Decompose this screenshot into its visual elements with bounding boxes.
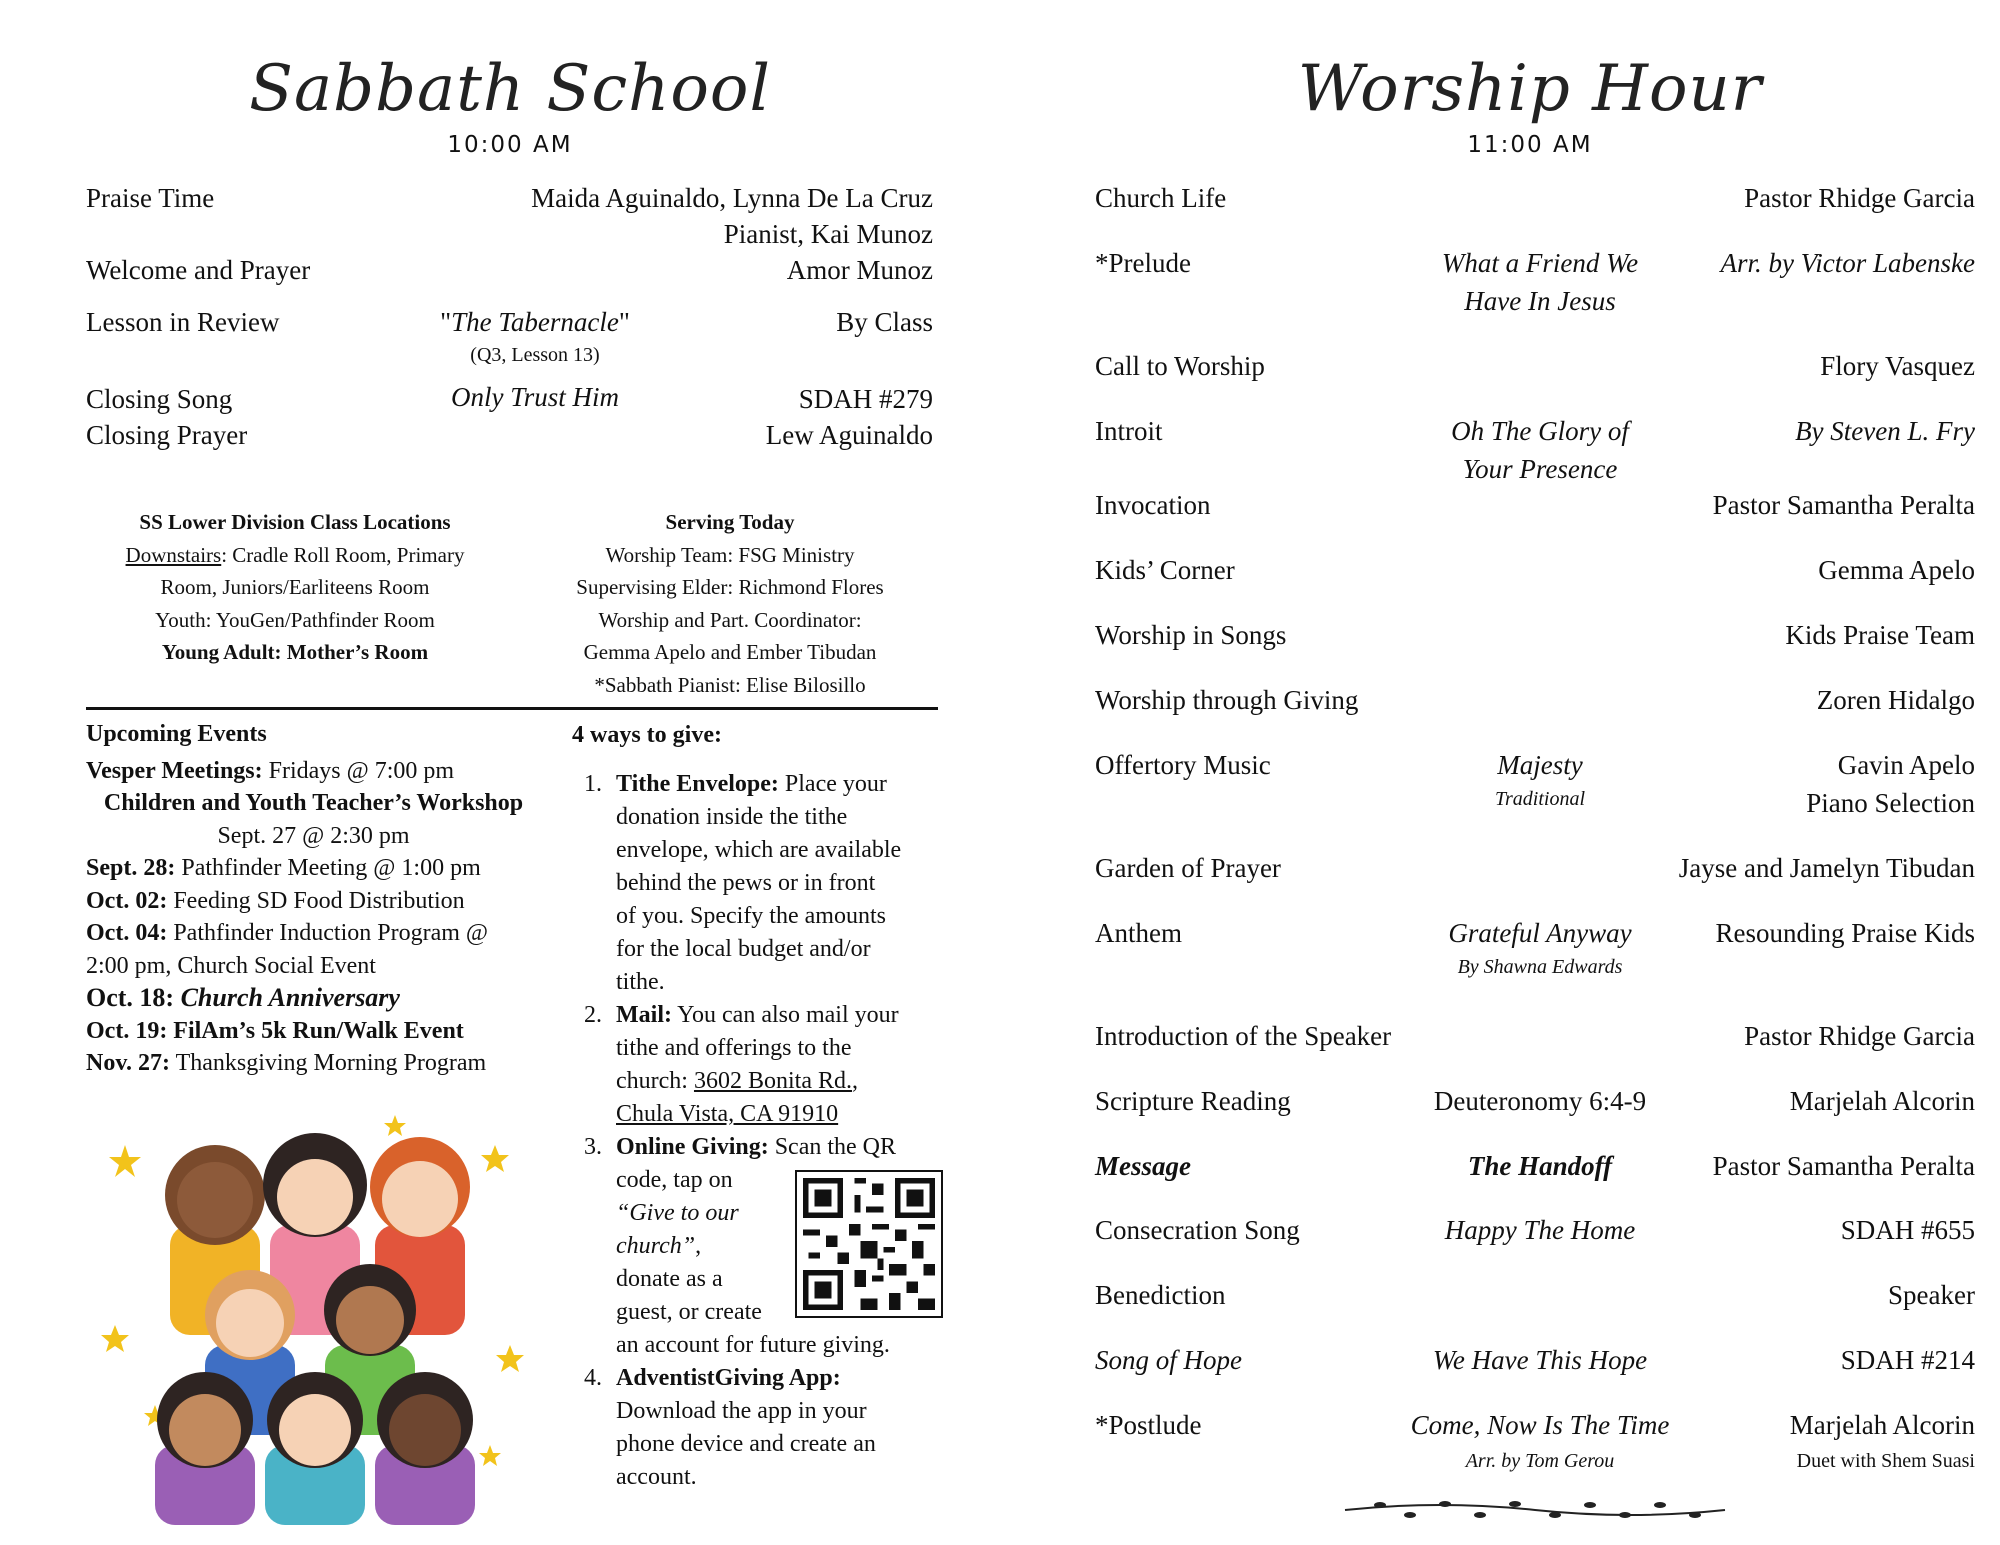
class-locations-line2: Room, Juniors/Earliteens Room [160,575,430,599]
welcome-label: Welcome and Prayer [86,255,311,285]
serving-today-heading: Serving Today [665,510,795,534]
worship-part: Worship in Songs [1095,620,1287,650]
worship-part: Offertory Music [1095,750,1271,780]
worship-person: Pastor Rhidge Garcia [1744,1021,1975,1051]
event-oct18: Oct. 18: Church Anniversary [86,983,400,1012]
upcoming-heading: Upcoming Events [86,721,267,747]
closing-prayer-label: Closing Prayer [86,420,248,450]
worship-title-cont: Your Presence [1462,454,1618,484]
event-sep28: Sept. 28: Pathfinder Meeting @ 1:00 pm [86,855,481,881]
worship-part: *Postlude [1095,1410,1202,1440]
worship-part: Invocation [1095,490,1211,520]
lesson-label: Lesson in Review [86,307,280,337]
worship-title: What a Friend We [1441,248,1639,278]
worship-title-sub: Arr. by Tom Gerou [1465,1450,1615,1472]
giving-item-app: 4. AdventistGiving App: Download the app in your phone device and create an account. [584,1365,876,1490]
worship-person: SDAH #214 [1840,1345,1975,1375]
class-locations-line1: Downstairs: Cradle Roll Room, Primary [125,542,465,567]
sabbath-school-title: Sabbath School [249,52,771,126]
worship-person: Marjelah Alcorin [1789,1410,1975,1440]
lesson-sub: (Q3, Lesson 13) [470,344,600,366]
worship-person: Pastor Rhidge Garcia [1744,183,1975,213]
class-locations-heading: SS Lower Division Class Locations [139,510,451,534]
event-oct04-cont: 2:00 pm, Church Social Event [86,952,376,979]
closing-song-label: Closing Song [86,384,233,414]
class-locations-line3: Youth: YouGen/Pathfinder Room [155,607,435,632]
worship-part: Introduction of the Speaker [1095,1021,1392,1051]
event-nov27: Nov. 27: Thanksgiving Morning Program [86,1050,487,1076]
class-locations-line4: Young Adult: Mother’s Room [161,640,429,664]
worship-title-sub: By Shawna Edwards [1457,956,1623,978]
worship-title-cont: Have In Jesus [1464,286,1616,316]
giving-list [572,768,952,1494]
lesson-person: By Class [836,307,933,337]
event-workshop-title: Children and Youth Teacher’s Workshop [103,790,524,816]
worship-person: Gavin Apelo [1837,750,1975,780]
qr-code-icon[interactable] [795,1170,943,1318]
worship-person: Pastor Samantha Peralta [1712,490,1975,520]
worship-person: Resounding Praise Kids [1715,918,1975,948]
worship-part: Benediction [1095,1280,1226,1310]
church-address-link[interactable]: 3602 Bonita Rd. [693,1068,852,1094]
closing-song-hymn: SDAH #279 [798,384,933,414]
worship-part: Consecration Song [1095,1215,1300,1245]
section-divider [86,707,938,710]
worship-person: Speaker [1888,1280,1975,1310]
class-locations [86,506,504,669]
worship-title: We Have This Hope [1432,1345,1648,1375]
praise-time-pianist: Pianist, Kai Munoz [723,219,933,249]
event-oct04: Oct. 04: Pathfinder Induction Program @ [86,920,489,946]
worship-title: Happy The Home [1444,1215,1636,1245]
worship-part: Scripture Reading [1095,1086,1291,1116]
worship-title: Grateful Anyway [1448,918,1632,948]
event-oct02: Oct. 02: Feeding SD Food Distribution [86,887,465,914]
lesson-title: "The Tabernacle" [440,307,630,337]
worship-part: Call to Worship [1095,351,1265,381]
worship-part: Anthem [1095,918,1182,948]
serving-today-line: Worship and Part. Coordinator: [598,607,862,632]
upcoming-events [86,718,556,1080]
worship-hour-time: 11:00 AM [1467,132,1593,158]
worship-person: Jayse and Jamelyn Tibudan [1678,853,1975,883]
serving-today-line: *Sabbath Pianist: Elise Bilosillo [594,672,866,697]
worship-person: Flory Vasquez [1820,351,1975,381]
worship-part: Song of Hope [1095,1345,1242,1375]
worship-person: SDAH #655 [1840,1215,1975,1245]
serving-today-line: Gemma Apelo and Ember Tibudan [583,640,877,664]
closing-song-title: Only Trust Him [450,382,620,412]
worship-title: Come, Now Is The Time [1410,1410,1670,1440]
worship-part: *Prelude [1095,248,1191,278]
worship-part: Garden of Prayer [1095,853,1281,883]
welcome-person: Amor Munoz [786,255,933,285]
giving-item-online: 3. Online Giving: Scan the QR code, tap on “Give to our church”, donate as a guest, or create an account for future giving. [584,1134,897,1358]
worship-title: Majesty [1497,750,1583,780]
praise-time-leaders: Maida Aguinaldo, Lynna De La Cruz [531,183,933,213]
worship-title-sub: Traditional [1494,788,1586,810]
worship-part: Introit [1095,416,1163,446]
worship-title: Oh The Glory of [1451,416,1629,446]
event-vesper: Vesper Meetings: Fridays @ 7:00 pm [86,757,455,784]
sabbath-school-time: 10:00 AM [447,132,573,158]
worship-person: Marjelah Alcorin [1789,1086,1975,1116]
serving-today [545,506,915,701]
giving-item-tithe-envelope: 1. Tithe Envelope: Place your donation inside the tithe envelope, which are available behind the pews or in front of you. Specify the amounts for the local budget and/or tithe. [584,771,902,995]
event-oct19: Oct. 19: FilAm’s 5k Run/Walk Event [86,1017,464,1044]
worship-title: The Handoff [1467,1151,1613,1181]
worship-person: By Steven L. Fry [1795,416,1975,446]
worship-person-note: Duet with Shem Suasi [1796,1450,1975,1472]
serving-today-line: Supervising Elder: Richmond Flores [576,575,884,599]
kids-illustration [95,1105,535,1525]
serving-today-line: Worship Team: FSG Ministry [605,542,855,567]
vine-divider-icon [1340,1495,1730,1525]
worship-person: Gemma Apelo [1818,555,1975,585]
worship-person: Pastor Samantha Peralta [1712,1151,1975,1181]
worship-hour-title: Worship Hour [1297,52,1763,126]
worship-part: Worship through Giving [1095,685,1359,715]
closing-prayer-person: Lew Aguinaldo [765,420,933,450]
giving-item-mail: 2. Mail: You can also mail your tithe and offerings to the church: 3602 Bonita Rd., Chula Vista, CA 91910 [584,1002,899,1127]
event-workshop-date: Sept. 27 @ 2:30 pm [217,822,410,849]
worship-person: Arr. by Victor Labenske [1720,248,1975,278]
giving-heading: 4 ways to give: [572,722,722,748]
worship-part: Kids’ Corner [1095,555,1235,585]
worship-part: Message [1095,1151,1191,1181]
worship-title: Deuteronomy 6:4-9 [1433,1086,1647,1116]
church-city-link[interactable]: Chula Vista, CA 91910 [616,1101,839,1127]
worship-person: Zoren Hidalgo [1816,685,1975,715]
worship-part: Church Life [1095,183,1227,213]
praise-time-label: Praise Time [86,183,215,213]
worship-person: Kids Praise Team [1785,620,1975,650]
worship-person-note: Piano Selection [1806,788,1975,818]
